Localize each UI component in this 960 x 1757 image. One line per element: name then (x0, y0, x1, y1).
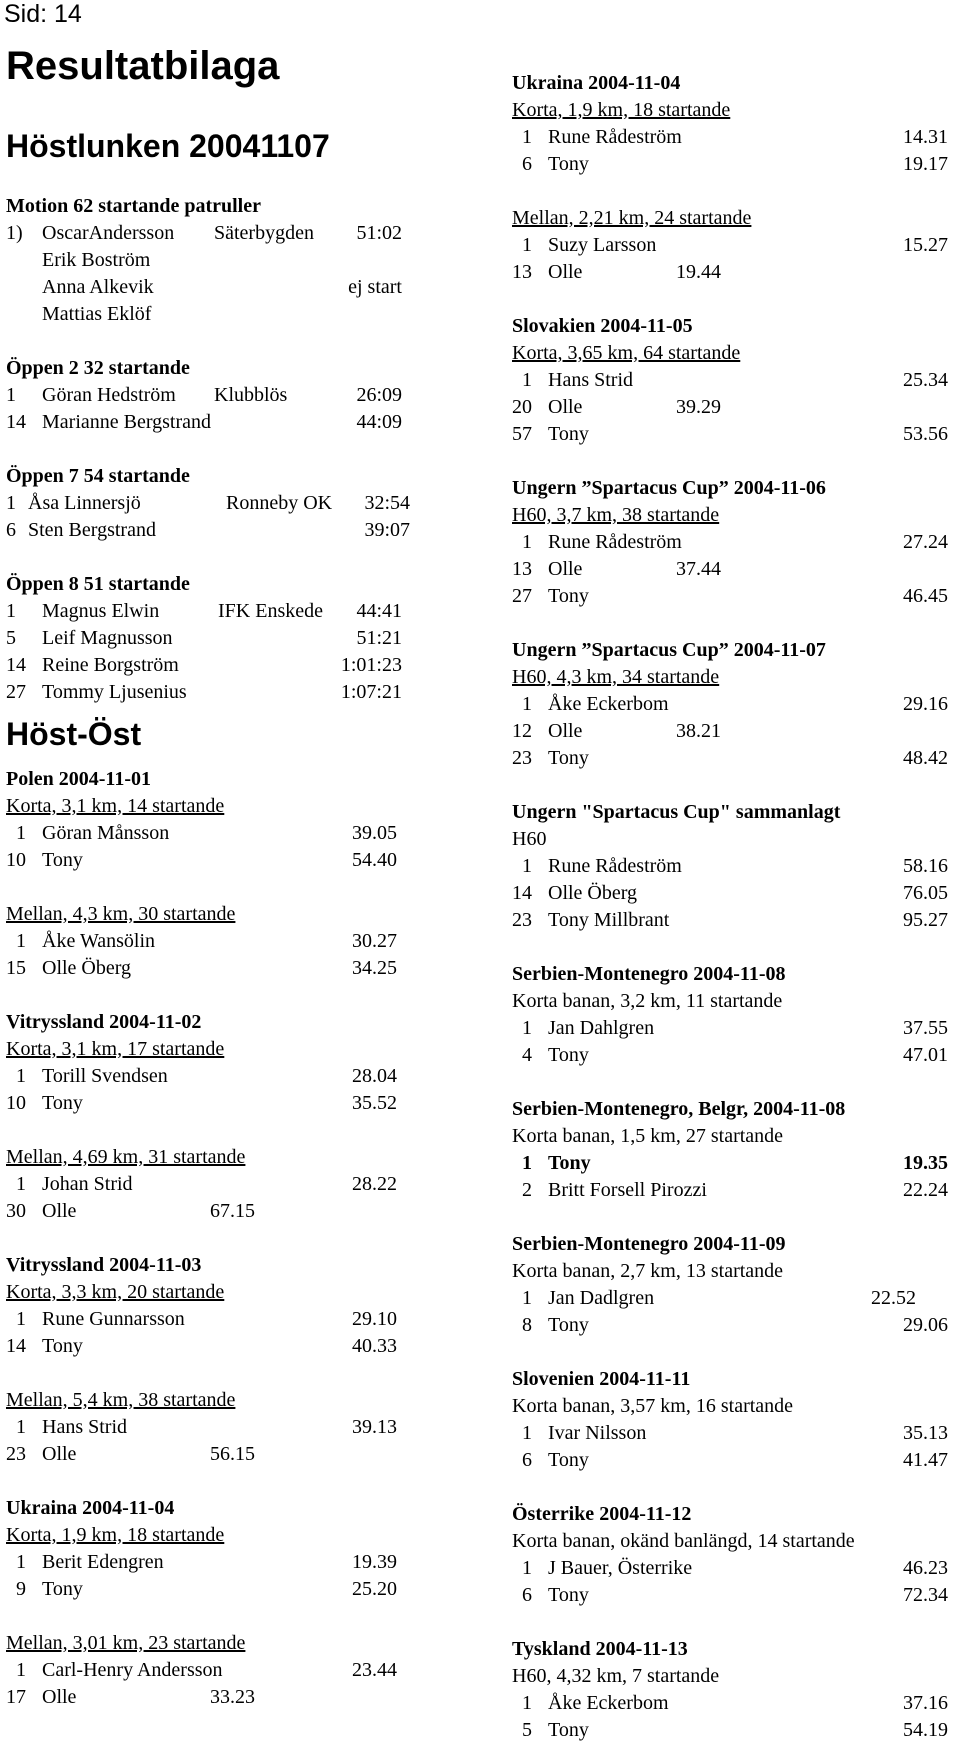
course-label: Korta banan, 3,57 km, 16 startande (512, 1395, 794, 1417)
result-row (512, 394, 956, 421)
place: 10 (6, 1092, 26, 1114)
section-oppen2 (6, 355, 446, 436)
result-row (6, 382, 446, 409)
result-row (512, 421, 956, 448)
result-row (6, 1063, 446, 1090)
time: 53.56 (903, 423, 948, 445)
time: 29.10 (352, 1308, 397, 1330)
name: Tony (548, 1449, 589, 1471)
place: 1) (6, 222, 23, 244)
place: 6 (522, 1584, 532, 1606)
result-row (512, 151, 956, 178)
result-row (6, 1576, 446, 1603)
result-row (6, 1441, 446, 1468)
course-label: Mellan, 5,4 km, 38 startande (6, 1389, 236, 1411)
result-row (6, 625, 446, 652)
result-row (6, 301, 446, 328)
result-row (512, 1312, 956, 1339)
time: 54.40 (352, 849, 397, 871)
result-row (512, 880, 956, 907)
place: 57 (512, 423, 532, 445)
race-slovakien (512, 313, 956, 475)
time: 37.55 (903, 1017, 948, 1039)
result-row (512, 259, 956, 286)
time: 51:02 (356, 222, 402, 244)
place: 5 (522, 1719, 532, 1741)
result-row (512, 691, 956, 718)
class-heading: Öppen 8 51 startande (6, 573, 190, 595)
right-column (512, 70, 956, 1744)
race-serbien-09 (512, 1231, 956, 1366)
place: 1 (522, 1692, 532, 1714)
place: 6 (522, 153, 532, 175)
time: 33.23 (210, 1686, 255, 1708)
result-row (512, 1150, 956, 1177)
result-row (6, 955, 446, 982)
race-vitryssland-02 (6, 1009, 446, 1252)
race-heading: Ungern ”Spartacus Cup” 2004-11-06 (512, 477, 826, 499)
result-row (6, 1333, 446, 1360)
result-row (512, 556, 956, 583)
name: Tony (42, 849, 83, 871)
course-label: H60, 4,32 km, 7 startande (512, 1665, 720, 1687)
name: Olle Öberg (42, 957, 132, 979)
race-heading: Vitryssland 2004-11-03 (6, 1254, 202, 1276)
name: Tony (42, 1092, 83, 1114)
result-row (6, 1198, 446, 1225)
name: Olle (42, 1200, 77, 1222)
name: Tony (548, 585, 589, 607)
time: 22.52 (871, 1287, 916, 1309)
left-column (6, 193, 446, 1711)
place: 14 (6, 411, 26, 433)
name: Magnus Elwin (42, 600, 160, 622)
name: Tony (548, 1314, 589, 1336)
name: Göran Hedström (42, 384, 176, 406)
place: 13 (512, 558, 532, 580)
race-ungern-06 (512, 475, 956, 637)
result-row (6, 1657, 446, 1684)
place: 2 (522, 1179, 532, 1201)
name: Rune Rådeström (548, 531, 682, 553)
race-heading: Serbien-Montenegro, Belgr, 2004-11-08 (512, 1098, 846, 1120)
time: 23.44 (352, 1659, 397, 1681)
result-row (512, 232, 956, 259)
name: Göran Månsson (42, 822, 170, 844)
club: Ronneby OK (226, 492, 333, 514)
course-label: H60, 3,7 km, 38 startande (512, 504, 720, 526)
course-label: Korta, 3,3 km, 20 startande (6, 1281, 225, 1303)
place: 4 (522, 1044, 532, 1066)
time: 29.06 (903, 1314, 948, 1336)
name: Tony (548, 1719, 589, 1741)
name: Tony (548, 747, 589, 769)
place: 1 (16, 1065, 26, 1087)
time: ej start (348, 276, 402, 298)
name: Berit Edengren (42, 1551, 164, 1573)
name: Tony (548, 1152, 591, 1174)
time: 35.52 (352, 1092, 397, 1114)
time: 46.45 (903, 585, 948, 607)
result-row (6, 517, 446, 544)
result-row (512, 745, 956, 772)
name: Olle (548, 720, 583, 742)
time: 76.05 (903, 882, 948, 904)
time: 1:07:21 (340, 681, 402, 703)
place: 20 (512, 396, 532, 418)
place: 30 (6, 1200, 26, 1222)
name: Johan Strid (42, 1173, 133, 1195)
name: Rune Gunnarsson (42, 1308, 185, 1330)
result-row (6, 598, 446, 625)
name: Tony (548, 153, 589, 175)
page-title: Resultatbilaga (6, 44, 280, 88)
result-row (512, 583, 956, 610)
place: 1 (522, 855, 532, 877)
name: Olle (42, 1686, 77, 1708)
race-heading: Ungern "Spartacus Cup" sammanlagt (512, 801, 841, 823)
place: 1 (16, 1308, 26, 1330)
race-osterrike (512, 1501, 956, 1636)
name: Jan Dadlgren (548, 1287, 655, 1309)
course-label: H60, 4,3 km, 34 startande (512, 666, 720, 688)
result-row (6, 220, 446, 247)
name: Hans Strid (42, 1416, 127, 1438)
name: Carl-Henry Andersson (42, 1659, 223, 1681)
result-row (6, 1684, 446, 1711)
place: 27 (6, 681, 26, 703)
name: Tony (548, 1044, 589, 1066)
place: 6 (6, 519, 16, 541)
result-row (6, 1549, 446, 1576)
time: 44:09 (356, 411, 402, 433)
place: 1 (522, 1557, 532, 1579)
race-heading: Serbien-Montenegro 2004-11-08 (512, 963, 786, 985)
name: Rune Rådeström (548, 855, 682, 877)
time: 28.22 (352, 1173, 397, 1195)
place: 1 (522, 1422, 532, 1444)
place: 14 (6, 1335, 26, 1357)
time: 95.27 (903, 909, 948, 931)
place: 13 (512, 261, 532, 283)
place: 23 (512, 909, 532, 931)
time: 41.47 (903, 1449, 948, 1471)
class-heading: Öppen 2 32 startande (6, 357, 190, 379)
race-ukraina-left (6, 1495, 446, 1711)
name: Tony (42, 1335, 83, 1357)
club: Säterbygden (214, 222, 314, 244)
time: 39.13 (352, 1416, 397, 1438)
result-row (6, 1090, 446, 1117)
name: Erik Boström (42, 249, 151, 271)
name: J Bauer, Österrike (548, 1557, 693, 1579)
place: 17 (6, 1686, 26, 1708)
race-serbien-08 (512, 961, 956, 1096)
name: Torill Svendsen (42, 1065, 168, 1087)
place: 6 (522, 1449, 532, 1471)
time: 34.25 (352, 957, 397, 979)
name: Åke Eckerbom (548, 693, 669, 715)
place: 5 (6, 627, 16, 649)
name: Olle (42, 1443, 77, 1465)
time: 40.33 (352, 1335, 397, 1357)
place: 1 (522, 126, 532, 148)
race-ukraina-right (512, 70, 956, 313)
place: 9 (16, 1578, 26, 1600)
time: 19.17 (903, 153, 948, 175)
course-label: H60 (512, 828, 547, 850)
club: Klubblös (214, 384, 288, 406)
race-heading: Österrike 2004-11-12 (512, 1503, 692, 1525)
place: 1 (16, 822, 26, 844)
time: 48.42 (903, 747, 948, 769)
time: 32:54 (364, 492, 410, 514)
course-label: Korta banan, 3,2 km, 11 startande (512, 990, 783, 1012)
name: Leif Magnusson (42, 627, 173, 649)
result-row (6, 1171, 446, 1198)
result-row (512, 1177, 956, 1204)
name: Sten Bergstrand (28, 519, 156, 541)
time: 54.19 (903, 1719, 948, 1741)
place: 1 (16, 1659, 26, 1681)
time: 72.34 (903, 1584, 948, 1606)
name: Olle (548, 396, 583, 418)
place: 1 (6, 384, 16, 406)
result-row (6, 490, 446, 517)
result-row (512, 1717, 956, 1744)
time: 19.39 (352, 1551, 397, 1573)
result-row (512, 1447, 956, 1474)
race-heading: Slovakien 2004-11-05 (512, 315, 693, 337)
course-label: Korta, 1,9 km, 18 startande (6, 1524, 225, 1546)
place: 1 (522, 1017, 532, 1039)
section-motion (6, 193, 446, 328)
time: 46.23 (903, 1557, 948, 1579)
name: Ivar Nilsson (548, 1422, 647, 1444)
name: Åke Eckerbom (548, 1692, 669, 1714)
race-heading: Slovenien 2004-11-11 (512, 1368, 691, 1390)
race-heading: Ukraina 2004-11-04 (512, 72, 681, 94)
time: 37.44 (676, 558, 721, 580)
time: 15.27 (903, 234, 948, 256)
section-oppen7 (6, 463, 446, 544)
result-row (6, 928, 446, 955)
time: 51:21 (356, 627, 402, 649)
course-label: Korta banan, 2,7 km, 13 startande (512, 1260, 784, 1282)
name: OscarAndersson (42, 222, 175, 244)
course-label: Mellan, 4,3 km, 30 startande (6, 903, 236, 925)
race-heading: Polen 2004-11-01 (6, 768, 151, 790)
place: 1 (16, 1551, 26, 1573)
course-label: Mellan, 2,21 km, 24 startande (512, 207, 752, 229)
course-label: Mellan, 3,01 km, 23 startande (6, 1632, 246, 1654)
time: 56.15 (210, 1443, 255, 1465)
name: Åsa Linnersjö (28, 492, 141, 514)
race-heading: Ukraina 2004-11-04 (6, 1497, 175, 1519)
name: Olle (548, 558, 583, 580)
name: Marianne Bergstrand (42, 411, 212, 433)
race-heading: Tyskland 2004-11-13 (512, 1638, 688, 1660)
time: 26:09 (356, 384, 402, 406)
place: 1 (16, 930, 26, 952)
place: 1 (16, 1416, 26, 1438)
time: 29.16 (903, 693, 948, 715)
result-row (512, 529, 956, 556)
place: 10 (6, 849, 26, 871)
name: Tony (42, 1578, 83, 1600)
course-label: Korta, 3,1 km, 17 startande (6, 1038, 225, 1060)
race-ungern-07 (512, 637, 956, 799)
result-row (512, 1015, 956, 1042)
place: 1 (522, 531, 532, 553)
time: 19.35 (903, 1152, 948, 1174)
place: 1 (522, 1287, 532, 1309)
race-polen (6, 766, 446, 1009)
time: 39:07 (364, 519, 410, 541)
result-row (6, 679, 446, 706)
result-row (512, 1420, 956, 1447)
section-title-host-ost: Höst-Öst (6, 716, 142, 752)
time: 25.20 (352, 1578, 397, 1600)
place: 1 (522, 1152, 532, 1174)
result-row (512, 907, 956, 934)
place: 23 (6, 1443, 26, 1465)
course-label: Korta, 3,65 km, 64 startande (512, 342, 741, 364)
name: Tony Millbrant (548, 909, 670, 931)
page-number: Sid: 14 (4, 0, 82, 28)
time: 47.01 (903, 1044, 948, 1066)
place: 1 (16, 1173, 26, 1195)
name: Britt Forsell Pirozzi (548, 1179, 707, 1201)
race-slovenien (512, 1366, 956, 1501)
course-label: Korta banan, okänd banlängd, 14 startande (512, 1530, 855, 1552)
time: 14.31 (903, 126, 948, 148)
time: 39.05 (352, 822, 397, 844)
race-heading: Ungern ”Spartacus Cup” 2004-11-07 (512, 639, 826, 661)
place: 1 (6, 600, 16, 622)
time: 67.15 (210, 1200, 255, 1222)
place: 23 (512, 747, 532, 769)
time: 25.34 (903, 369, 948, 391)
course-label: Korta, 1,9 km, 18 startande (512, 99, 731, 121)
name: Tony (548, 1584, 589, 1606)
result-row (6, 409, 446, 436)
result-row (512, 1690, 956, 1717)
time: 58.16 (903, 855, 948, 877)
section-oppen8 (6, 571, 446, 706)
name: Hans Strid (548, 369, 633, 391)
time: 39.29 (676, 396, 721, 418)
place: 1 (522, 693, 532, 715)
result-row (512, 1285, 956, 1312)
result-row (6, 847, 446, 874)
time: 27.24 (903, 531, 948, 553)
class-heading: Motion 62 startande patruller (6, 195, 261, 217)
event-title: Höstlunken 20041107 (6, 128, 330, 164)
race-vitryssland-03 (6, 1252, 446, 1495)
place: 14 (512, 882, 532, 904)
name: Tommy Ljusenius (42, 681, 187, 703)
name: Anna Alkevik (42, 276, 154, 298)
result-row (512, 1042, 956, 1069)
place: 8 (522, 1314, 532, 1336)
place: 1 (6, 492, 16, 514)
name: Jan Dahlgren (548, 1017, 655, 1039)
result-row (6, 652, 446, 679)
place: 1 (522, 369, 532, 391)
time: 37.16 (903, 1692, 948, 1714)
result-row (512, 718, 956, 745)
time: 19.44 (676, 261, 721, 283)
result-row (6, 820, 446, 847)
course-label: Korta banan, 1,5 km, 27 startande (512, 1125, 784, 1147)
result-row (6, 1414, 446, 1441)
time: 28.04 (352, 1065, 397, 1087)
class-heading: Öppen 7 54 startande (6, 465, 190, 487)
name: Olle Öberg (548, 882, 638, 904)
name: Mattias Eklöf (42, 303, 152, 325)
result-row (512, 1582, 956, 1609)
name: Rune Rådeström (548, 126, 682, 148)
name: Åke Wansölin (42, 930, 156, 952)
time: 1:01:23 (340, 654, 402, 676)
name: Reine Borgström (42, 654, 179, 676)
place: 27 (512, 585, 532, 607)
result-row (6, 274, 446, 301)
time: 22.24 (903, 1179, 948, 1201)
course-label: Mellan, 4,69 km, 31 startande (6, 1146, 246, 1168)
place: 15 (6, 957, 26, 979)
name: Tony (548, 423, 589, 445)
race-heading: Vitryssland 2004-11-02 (6, 1011, 202, 1033)
race-ungern-sammanlagt (512, 799, 956, 961)
time: 44:41 (356, 600, 402, 622)
time: 38.21 (676, 720, 721, 742)
race-heading: Serbien-Montenegro 2004-11-09 (512, 1233, 786, 1255)
name: Suzy Larsson (548, 234, 657, 256)
result-row (512, 124, 956, 151)
result-row (6, 247, 446, 274)
result-row (512, 853, 956, 880)
place: 1 (522, 234, 532, 256)
race-tyskland (512, 1636, 956, 1744)
place: 12 (512, 720, 532, 742)
course-label: Korta, 3,1 km, 14 startande (6, 795, 225, 817)
result-row (512, 1555, 956, 1582)
race-serbien-belgr (512, 1096, 956, 1231)
result-row (512, 367, 956, 394)
time: 30.27 (352, 930, 397, 952)
name: Olle (548, 261, 583, 283)
result-row (6, 1306, 446, 1333)
club: IFK Enskede (218, 600, 323, 622)
time: 35.13 (903, 1422, 948, 1444)
place: 14 (6, 654, 26, 676)
